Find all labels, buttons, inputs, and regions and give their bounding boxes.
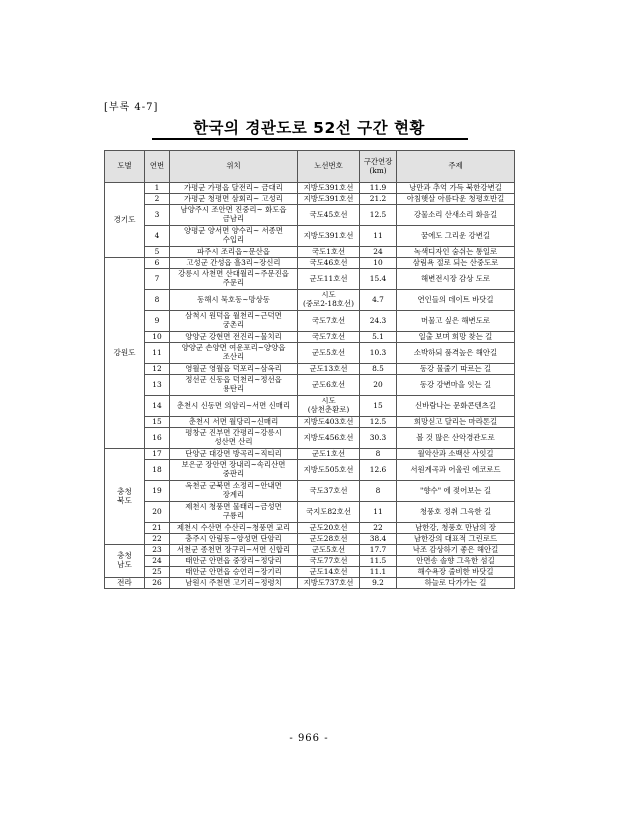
table-row	[105, 556, 515, 567]
theme-cell: 일출 보며 희망 찾는 길	[397, 332, 515, 343]
length-cell: 24.3	[360, 311, 397, 332]
route-cell: 군도28호선	[298, 534, 360, 545]
route-cell: 군도5호선	[298, 545, 360, 556]
table-row	[105, 364, 515, 375]
length-cell: 11	[360, 502, 397, 523]
length-cell: 11.1	[360, 567, 397, 578]
location-cell: 춘천시 서면 월당리~신매리	[170, 417, 298, 428]
appendix-label: [부록 4-7]	[104, 102, 159, 113]
location-cell: 단양군 대강면 방곡리~직티리	[170, 449, 298, 460]
theme-cell: 동강 강변마을 잇는 길	[397, 375, 515, 396]
route-cell: 국도46호선	[298, 258, 360, 269]
number-cell: 9	[145, 311, 170, 332]
location-cell: 양양군 손양면 여운포리~양양읍 조산리	[170, 343, 298, 364]
number-cell: 1	[145, 183, 170, 194]
theme-cell: 강물소리 산새소리 화음길	[397, 205, 515, 226]
length-cell: 5.1	[360, 332, 397, 343]
header-route: 노선번호	[298, 151, 360, 183]
theme-cell: 남한강의 대표적 그린로드	[397, 534, 515, 545]
location-cell: 남원시 주천면 고기리~정령치	[170, 578, 298, 589]
theme-cell: 낭만과 추억 가득 북한강변길	[397, 183, 515, 194]
length-cell: 10	[360, 258, 397, 269]
location-cell: 양평군 양서면 양수리~ 서종면 수입리	[170, 226, 298, 247]
location-cell: 서천군 종천면 장구리~서면 신합리	[170, 545, 298, 556]
table-header-row	[105, 151, 515, 183]
theme-cell: 아침햇살 아름다운 청평호반길	[397, 194, 515, 205]
number-cell: 26	[145, 578, 170, 589]
route-cell: 시도 (중로2-18호선)	[298, 290, 360, 311]
number-cell: 16	[145, 428, 170, 449]
location-cell: 양양군 강현면 전진리~물치리	[170, 332, 298, 343]
location-cell: 영월군 영월읍 덕포리~삼옥리	[170, 364, 298, 375]
page-title: 한국의 경관도로 52선 구간 현황	[193, 119, 425, 137]
length-cell: 15	[360, 396, 397, 417]
table-row	[105, 258, 515, 269]
theme-cell: 서원계곡과 어울린 에코로드	[397, 460, 515, 481]
theme-cell: 해수욕장 줄비한 바닷길	[397, 567, 515, 578]
length-cell: 12.6	[360, 460, 397, 481]
table-row	[105, 460, 515, 481]
theme-cell: 월악산과 소백산 사잇길	[397, 449, 515, 460]
number-cell: 17	[145, 449, 170, 460]
theme-cell: 남한강, 청풍호 만남의 장	[397, 523, 515, 534]
header-region: 도별	[105, 151, 145, 183]
route-cell: 지방도456호선	[298, 428, 360, 449]
route-cell: 군도20호선	[298, 523, 360, 534]
theme-cell: 연인들의 데이트 바닷길	[397, 290, 515, 311]
location-cell: 가평군 가평읍 달전리~ 금대리	[170, 183, 298, 194]
region-cell: 충청 북도	[105, 449, 145, 545]
length-cell: 12.5	[360, 417, 397, 428]
route-cell: 국도7호선	[298, 332, 360, 343]
number-cell: 24	[145, 556, 170, 567]
region-cell: 경기도	[105, 183, 145, 258]
table-row	[105, 449, 515, 460]
region-cell: 충청 남도	[105, 545, 145, 578]
location-cell: 고성군 간성읍 흘3리~장신리	[170, 258, 298, 269]
page-number: - 966 -	[289, 733, 329, 744]
location-cell: 평창군 진부면 간평리~강릉시 성산면 산리	[170, 428, 298, 449]
number-cell: 2	[145, 194, 170, 205]
route-cell: 지방도505호선	[298, 460, 360, 481]
number-cell: 4	[145, 226, 170, 247]
route-cell: 시도 (삼천춘환로)	[298, 396, 360, 417]
location-cell: 제천시 수산면 수산리~청풍면 교리	[170, 523, 298, 534]
number-cell: 8	[145, 290, 170, 311]
route-cell: 지방도737호선	[298, 578, 360, 589]
number-cell: 5	[145, 247, 170, 258]
number-cell: 21	[145, 523, 170, 534]
route-cell: 군도14호선	[298, 567, 360, 578]
theme-cell: 소박하되 품격높은 해안길	[397, 343, 515, 364]
location-cell: 동해시 묵호동~망상동	[170, 290, 298, 311]
theme-cell: 머물고 싶은 해변도로	[397, 311, 515, 332]
route-cell: 지방도391호선	[298, 194, 360, 205]
location-cell: 파주시 조리읍~문산읍	[170, 247, 298, 258]
table-row	[105, 396, 515, 417]
number-cell: 10	[145, 332, 170, 343]
theme-cell: 꿈에도 그리운 강변길	[397, 226, 515, 247]
length-cell: 4.7	[360, 290, 397, 311]
number-cell: 3	[145, 205, 170, 226]
theme-cell: 안면송 솔향 그윽한 섬길	[397, 556, 515, 567]
theme-cell: 삼림욕 절로 되는 산중도로	[397, 258, 515, 269]
table-row	[105, 226, 515, 247]
table-row	[105, 545, 515, 556]
location-cell: 삼척시 원덕읍 월천리~근덕면 궁촌리	[170, 311, 298, 332]
location-cell: 충주시 안림동~앙성면 단암리	[170, 534, 298, 545]
route-cell: 지방도403호선	[298, 417, 360, 428]
theme-cell: "향수" 에 젖어보는 길	[397, 481, 515, 502]
length-cell: 11.5	[360, 556, 397, 567]
location-cell: 춘천시 신동면 의암리~서면 신매리	[170, 396, 298, 417]
table-row	[105, 417, 515, 428]
length-cell: 17.7	[360, 545, 397, 556]
header-length: 구간연장 (km)	[360, 151, 397, 183]
route-cell: 국도1호선	[298, 247, 360, 258]
header-theme: 주제	[397, 151, 515, 183]
table-row	[105, 290, 515, 311]
length-cell: 22	[360, 523, 397, 534]
length-cell: 15.4	[360, 269, 397, 290]
length-cell: 8	[360, 481, 397, 502]
length-cell: 20	[360, 375, 397, 396]
length-cell: 38.4	[360, 534, 397, 545]
theme-cell: 하늘로 다가가는 길	[397, 578, 515, 589]
number-cell: 20	[145, 502, 170, 523]
number-cell: 25	[145, 567, 170, 578]
table-row	[105, 578, 515, 589]
length-cell: 10.3	[360, 343, 397, 364]
number-cell: 14	[145, 396, 170, 417]
number-cell: 13	[145, 375, 170, 396]
route-cell: 지방도391호선	[298, 226, 360, 247]
number-cell: 23	[145, 545, 170, 556]
route-cell: 군도5호선	[298, 343, 360, 364]
length-cell: 11	[360, 226, 397, 247]
route-cell: 국도7호선	[298, 311, 360, 332]
length-cell: 12.5	[360, 205, 397, 226]
theme-cell: 낙조 감상하기 좋은 해안길	[397, 545, 515, 556]
number-cell: 18	[145, 460, 170, 481]
table-row	[105, 311, 515, 332]
length-cell: 9.2	[360, 578, 397, 589]
location-cell: 옥천군 군북면 소정리~안내면 장계리	[170, 481, 298, 502]
table-row	[105, 567, 515, 578]
header-number: 연번	[145, 151, 170, 183]
table-row	[105, 375, 515, 396]
theme-cell: 볼 것 많은 산악경관도로	[397, 428, 515, 449]
route-cell: 군도11호선	[298, 269, 360, 290]
route-cell: 국도45호선	[298, 205, 360, 226]
table-row	[105, 502, 515, 523]
length-cell: 8.5	[360, 364, 397, 375]
number-cell: 11	[145, 343, 170, 364]
location-cell: 정선군 신동읍 덕천리~정선읍 용탄리	[170, 375, 298, 396]
table-row	[105, 428, 515, 449]
location-cell: 보은군 장안면 장내리~속리산면 중판리	[170, 460, 298, 481]
location-cell: 태안군 안면읍 중장리~정당리	[170, 556, 298, 567]
number-cell: 7	[145, 269, 170, 290]
theme-cell: 동강 물줄기 따르는 길	[397, 364, 515, 375]
length-cell: 21.2	[360, 194, 397, 205]
length-cell: 8	[360, 449, 397, 460]
route-cell: 군도13호선	[298, 364, 360, 375]
location-cell: 가평군 청평면 삼회리~ 고성리	[170, 194, 298, 205]
number-cell: 15	[145, 417, 170, 428]
route-cell: 국도37호선	[298, 481, 360, 502]
header-location: 위치	[170, 151, 298, 183]
table-row	[105, 523, 515, 534]
route-cell: 지방도391호선	[298, 183, 360, 194]
table-row	[105, 194, 515, 205]
theme-cell: 해변전시장 감상 도로	[397, 269, 515, 290]
table-row	[105, 534, 515, 545]
location-cell: 강릉시 사천면 산대월리~주문진읍 주문리	[170, 269, 298, 290]
route-cell: 군도6호선	[298, 375, 360, 396]
table-row	[105, 269, 515, 290]
theme-cell: 청풍호 정취 그윽한 길	[397, 502, 515, 523]
table-row	[105, 343, 515, 364]
theme-cell: 녹색디자인 숨쉬는 통일로	[397, 247, 515, 258]
length-cell: 30.3	[360, 428, 397, 449]
location-cell: 제천시 청풍면 물태리~금성면 구룡리	[170, 502, 298, 523]
route-cell: 국도77호선	[298, 556, 360, 567]
table-row	[105, 247, 515, 258]
length-cell: 11.9	[360, 183, 397, 194]
theme-cell: 신바람나는 문화콘텐츠길	[397, 396, 515, 417]
route-cell: 군도1호선	[298, 449, 360, 460]
route-cell: 국지도82호선	[298, 502, 360, 523]
table-row	[105, 481, 515, 502]
region-cell: 강원도	[105, 258, 145, 449]
number-cell: 22	[145, 534, 170, 545]
table-row	[105, 183, 515, 194]
location-cell: 태안군 안면읍 승언리~장기리	[170, 567, 298, 578]
scenic-road-table	[104, 150, 515, 589]
number-cell: 12	[145, 364, 170, 375]
number-cell: 19	[145, 481, 170, 502]
number-cell: 6	[145, 258, 170, 269]
title-underline	[152, 138, 468, 140]
region-cell: 전라	[105, 578, 145, 589]
table-row	[105, 205, 515, 226]
length-cell: 24	[360, 247, 397, 258]
location-cell: 남양주시 조안면 진중리~ 화도읍 금남리	[170, 205, 298, 226]
theme-cell: 희망싣고 달리는 마라톤길	[397, 417, 515, 428]
table-row	[105, 332, 515, 343]
table-body	[105, 183, 515, 589]
